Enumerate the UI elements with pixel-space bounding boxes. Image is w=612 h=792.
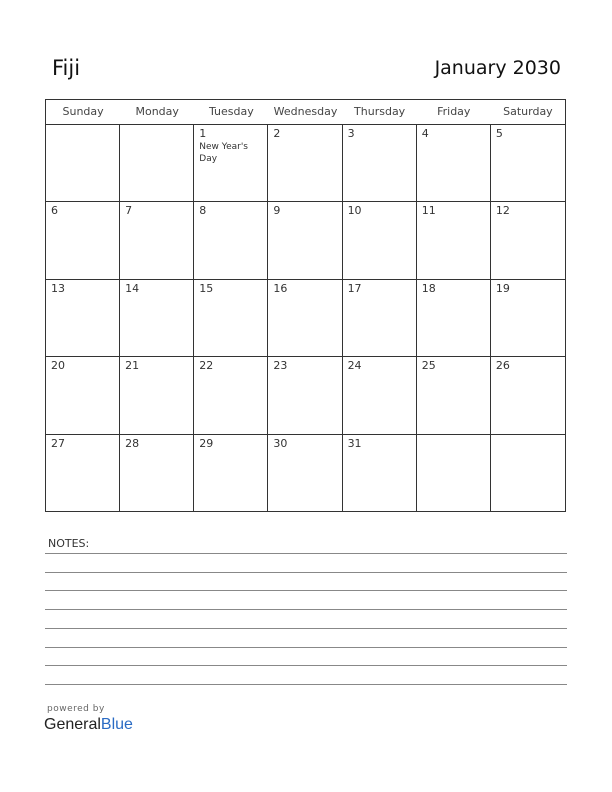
weekday-monday: Monday	[135, 105, 179, 118]
day-number: 30	[273, 436, 288, 450]
day-cell	[491, 202, 565, 279]
day-number: 10	[347, 204, 362, 218]
note-line	[45, 684, 567, 685]
day-cell	[194, 435, 268, 512]
day-cell	[194, 202, 268, 279]
day-cell	[120, 125, 194, 202]
note-line	[45, 553, 567, 554]
day-cell	[343, 280, 417, 357]
day-number: 14	[125, 281, 140, 295]
day-number: 18	[421, 281, 436, 295]
day-number: 20	[51, 359, 65, 373]
note-line	[45, 665, 567, 666]
weekday-saturday: Saturday	[503, 105, 553, 118]
day-number: 15	[199, 281, 214, 295]
day-cell	[120, 435, 194, 512]
day-cell	[194, 125, 268, 202]
day-number: 26	[495, 359, 510, 373]
day-number: 24	[347, 359, 362, 373]
day-cell	[491, 435, 565, 512]
day-cell	[46, 435, 120, 512]
day-number: 25	[421, 359, 436, 373]
day-cell	[268, 280, 342, 357]
day-number: 13	[51, 281, 65, 295]
day-number: 3	[347, 127, 355, 140]
day-cell	[417, 357, 491, 434]
day-cell	[46, 357, 120, 434]
country-title: Fiji	[52, 56, 81, 80]
brand-general: General	[44, 716, 101, 733]
day-number: 22	[199, 359, 214, 373]
day-number: 5	[495, 127, 503, 140]
day-number: 11	[421, 204, 436, 218]
day-cell	[491, 357, 565, 434]
day-number: 21	[125, 359, 140, 373]
month-title: January 2030	[434, 57, 561, 79]
day-number: 16	[273, 281, 288, 295]
day-cell	[46, 280, 120, 357]
note-line	[45, 609, 567, 610]
day-number: 7	[125, 204, 133, 218]
powered-by-text: powered by	[47, 704, 105, 714]
notes-label: NOTES:	[48, 537, 90, 550]
day-cell	[417, 125, 491, 202]
brand-logo	[44, 716, 133, 734]
day-cell	[268, 125, 342, 202]
weekday-sunday: Sunday	[62, 105, 104, 118]
day-cell	[194, 357, 268, 434]
day-number: 31	[347, 436, 362, 450]
note-line	[45, 590, 567, 591]
day-cell	[120, 280, 194, 357]
day-number: 12	[495, 204, 510, 218]
day-number: 2	[273, 127, 281, 140]
day-number: 29	[199, 436, 214, 450]
calendar-grid	[45, 99, 566, 512]
day-number: 8	[199, 204, 207, 218]
weekday-thursday: Thursday	[354, 105, 406, 118]
day-number: 17	[347, 281, 362, 295]
day-number: 4	[421, 127, 429, 140]
day-cell	[343, 357, 417, 434]
day-cell	[120, 357, 194, 434]
day-cell	[417, 202, 491, 279]
day-number: 28	[125, 436, 140, 450]
day-number: 6	[51, 204, 58, 218]
day-cell	[343, 125, 417, 202]
day-cell	[268, 202, 342, 279]
note-line	[45, 572, 567, 573]
day-cell	[46, 125, 120, 202]
day-cell	[46, 202, 120, 279]
day-cell	[268, 435, 342, 512]
weekday-tuesday: Tuesday	[208, 105, 254, 118]
day-cell	[491, 125, 565, 202]
note-line	[45, 628, 567, 629]
note-line	[45, 647, 567, 648]
day-cell	[417, 280, 491, 357]
day-number: 23	[273, 359, 288, 373]
weekday-friday: Friday	[437, 105, 471, 118]
day-cell	[491, 280, 565, 357]
day-cell	[268, 357, 342, 434]
day-number: 9	[273, 204, 281, 218]
day-cell	[120, 202, 194, 279]
day-cell	[417, 435, 491, 512]
weekday-header	[46, 100, 565, 125]
day-number: 19	[495, 281, 510, 295]
day-cell	[343, 435, 417, 512]
day-number: 1	[199, 127, 207, 140]
brand-blue: Blue	[100, 716, 133, 733]
day-cell	[343, 202, 417, 279]
holiday-label: New Year's Day	[199, 142, 248, 164]
weekday-wednesday: Wednesday	[273, 105, 338, 118]
day-cell	[194, 280, 268, 357]
calendar-body	[46, 125, 565, 512]
day-number: 27	[51, 436, 65, 450]
